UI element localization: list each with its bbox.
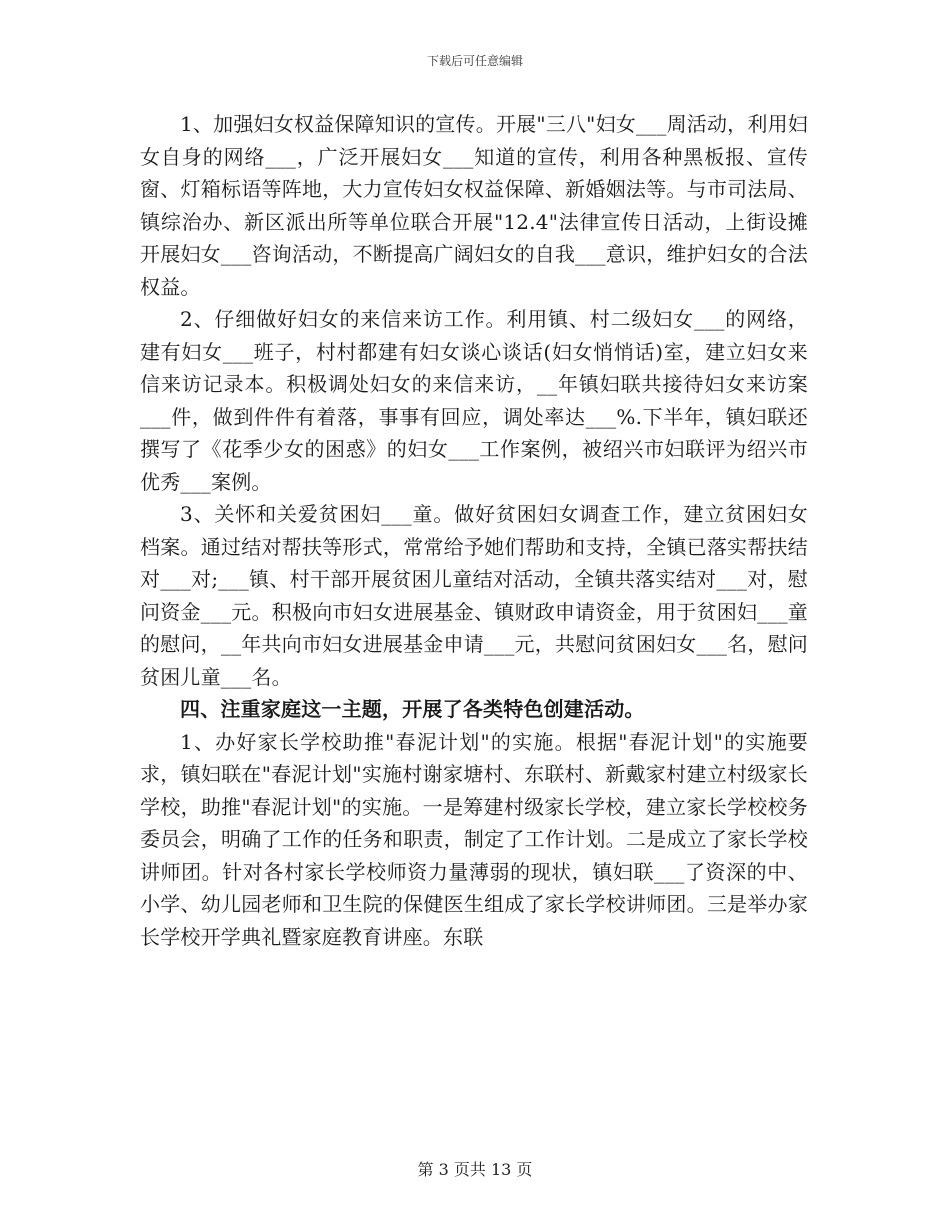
paragraph-poor-women-children: 3、关怀和关爱贫困妇___童。做好贫困妇女调查工作，建立贫困妇女档案。通过结对帮扶等形式，常常给予她们帮助和支持，全镇已落实帮扶结对___对;___镇、村干部开展贫困儿童结对活动，全镇共落实结对___对，慰问资金___元。积极向市妇女进展基金、镇财政申请资金，用于贫困妇___童的慰问，__年共向市妇女进展基金申请___元，共慰问贫困妇女___名，慰问贫困儿童___名。 [140, 502, 808, 689]
paragraph-letters-visits: 2、仔细做好妇女的来信来访工作。利用镇、村二级妇女___的网络，建有妇女___班子，村村都建有妇女谈心谈话(妇女悄悄话)室，建立妇女来信来访记录本。积极调处妇女的来信来访，__年镇妇联共接待妇女来访案___件，做到件件有着落，事事有回应，调处率达___%.下半年，镇妇联还撰写了《花季少女的困惑》的妇女___工作案例，被绍兴市妇联评为绍兴市优秀___案例。 [140, 307, 808, 494]
paragraph-parent-school: 1、办好家长学校助推"春泥计划"的实施。根据"春泥计划"的实施要求，镇妇联在"春泥计划"实施村谢家塘村、东联村、新戴家村建立村级家长学校，助推"春泥计划"的实施。一是筹建村级家长学校，建立家长学校校务委员会，明确了工作的任务和职责，制定了工作计划。二是成立了家长学校讲师团。针对各村家长学校师资力量薄弱的现状，镇妇联___了资深的中、小学、幼儿园老师和卫生院的保健医生组成了家长学校讲师团。三是举办家长学校开学典礼暨家庭教育讲座。东联 [140, 729, 808, 949]
paragraph-rights-publicity: 1、加强妇女权益保障知识的宣传。开展"三八"妇女___周活动，利用妇女自身的网络___，广泛开展妇女___知道的宣传，利用各种黑板报、宣传窗、灯箱标语等阵地，大力宣传妇女权益保障、新婚姻法等。与市司法局、镇综治办、新区派出所等单位联合开展"12.4"法律宣传日活动，上街设摊开展妇女___咨询活动，不断提高广阔妇女的自我___意识，维护妇女的合法权益。 [140, 112, 808, 299]
page-footer: 第 3 页共 13 页 [417, 1160, 533, 1179]
document-body [140, 108, 808, 953]
page-header: 下载后可任意编辑 [426, 54, 523, 68]
section-heading: 四、注重家庭这一主题，开展了各类特色创建活动。 [180, 697, 645, 721]
